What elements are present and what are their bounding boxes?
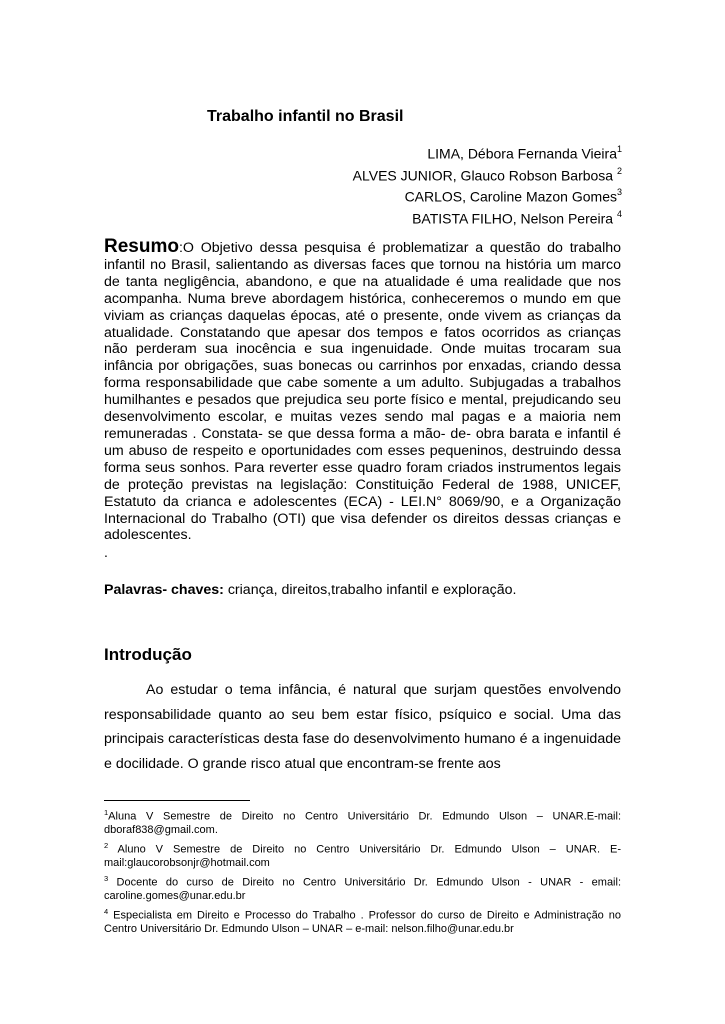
- author-name: ALVES JUNIOR, Glauco Robson Barbosa: [352, 167, 617, 184]
- footnote-text: Aluna V Semestre de Direito no Centro Universitário Dr. Edmundo Ulson – UNAR.E-mail: dboraf838@gmail.com.: [104, 810, 621, 837]
- author-line: [353, 163, 622, 185]
- footnotes: [104, 806, 621, 937]
- author-line: [353, 184, 622, 206]
- footnote-marker: 4: [104, 906, 109, 916]
- footnote-divider: [104, 800, 250, 801]
- abstract-label: Resumo: [104, 236, 179, 257]
- keywords-label: Palavras- chaves:: [104, 582, 224, 598]
- footnote: [104, 839, 621, 871]
- footnote-marker: 1: [104, 808, 109, 817]
- footnote: [104, 872, 621, 904]
- keywords: [104, 582, 516, 598]
- keywords-text: criança, direitos,trabalho infantil e exploração.: [223, 582, 517, 598]
- author-name: BATISTA FILHO, Nelson Pereira: [412, 210, 617, 227]
- author-list: [353, 141, 622, 228]
- footnote-marker: 3: [104, 873, 109, 883]
- footnote-marker: 3: [616, 187, 622, 198]
- footnote-marker: 1: [616, 144, 622, 154]
- footnote: [104, 905, 621, 937]
- author-name: LIMA, Débora Fernanda Vieira: [427, 145, 617, 162]
- author-line: [353, 206, 622, 228]
- author-name: CARLOS, Caroline Mazon Gomes: [404, 188, 617, 205]
- abstract-trailing-dot: .: [104, 544, 108, 560]
- footnote-marker: 4: [616, 208, 622, 219]
- footnote-marker: 2: [616, 165, 622, 176]
- section-heading-introduction: Introdução: [104, 645, 192, 664]
- footnote-text: Especialista em Direito e Processo do Trabalho . Professor do curso de Direito e Administração no Centro Universitário Dr. Edmundo Ulson – UNAR – e-mail: nelson.filho@unar.edu.br: [104, 909, 621, 935]
- footnote: [104, 806, 621, 838]
- abstract: [104, 236, 621, 544]
- footnote-text: Docente do curso de Direito no Centro Universitário Dr. Edmundo Ulson - UNAR - email: caroline.gomes@unar.edu.br: [104, 876, 621, 902]
- footnote-marker: 2: [104, 840, 109, 850]
- document-title: Trabalho infantil no Brasil: [207, 108, 404, 125]
- author-line: [353, 141, 622, 163]
- abstract-text: :O Objetivo dessa pesquisa é problematizar a questão do trabalho infantil no Brasil, salientando as diversas faces que tornou na história um marco de tanta negligência, abandono, e que na atualidade é uma realidade que nos acompanha. Numa breve abordagem histórica, conheceremos o mundo em que viviam as crianças daquelas épocas, até o presente, onde vivem as crianças da atualidade. Constatando que apesar dos tempos e fatos ocorridos as crianças não perderam sua inocência e sua ingenuidade. Onde muitas trocaram sua infância por obrigações, suas bonecas ou carrinhos por enxadas, criando dessa forma responsabilidade que cabe somente a um adulto. Subjugadas a trabalhos humilhantes e pesados que prejudica seu porte físico e mental, prejudicando seu desenvolvimento escolar, e muitas vezes sendo mal pagas e a maioria nem remuneradas . Constata- se que dessa forma a mão- de- obra barata e infantil é um abuso de respeito e oportunidades com esses pequeninos, destruindo dessa forma seus sonhos. Para reverter esse quadro foram criados instrumentos legais de proteção previstas na legislação: Constituição Federal de 1988, UNICEF, Estatuto da crianca e adolescentes (ECA) - LEI.N° 8069/90, e a Organização Internacional do Trabalho (OTI) que visa defender os direitos dessas crianças e adolescentes.: [104, 240, 621, 544]
- footnote-text: Aluno V Semestre de Direito no Centro Universitário Dr. Edmundo Ulson – UNAR. E-mail:glaucorobsonjr@hotmail.com: [104, 843, 621, 870]
- introduction-paragraph: Ao estudar o tema infância, é natural que surjam questões envolvendo responsabilidade quanto ao seu bem estar físico, psíquico e social. Uma das principais características desta fase do desenvolvimento humano é a ingenuidade e docilidade. O grande risco atual que encontram-se frente aos: [104, 682, 621, 772]
